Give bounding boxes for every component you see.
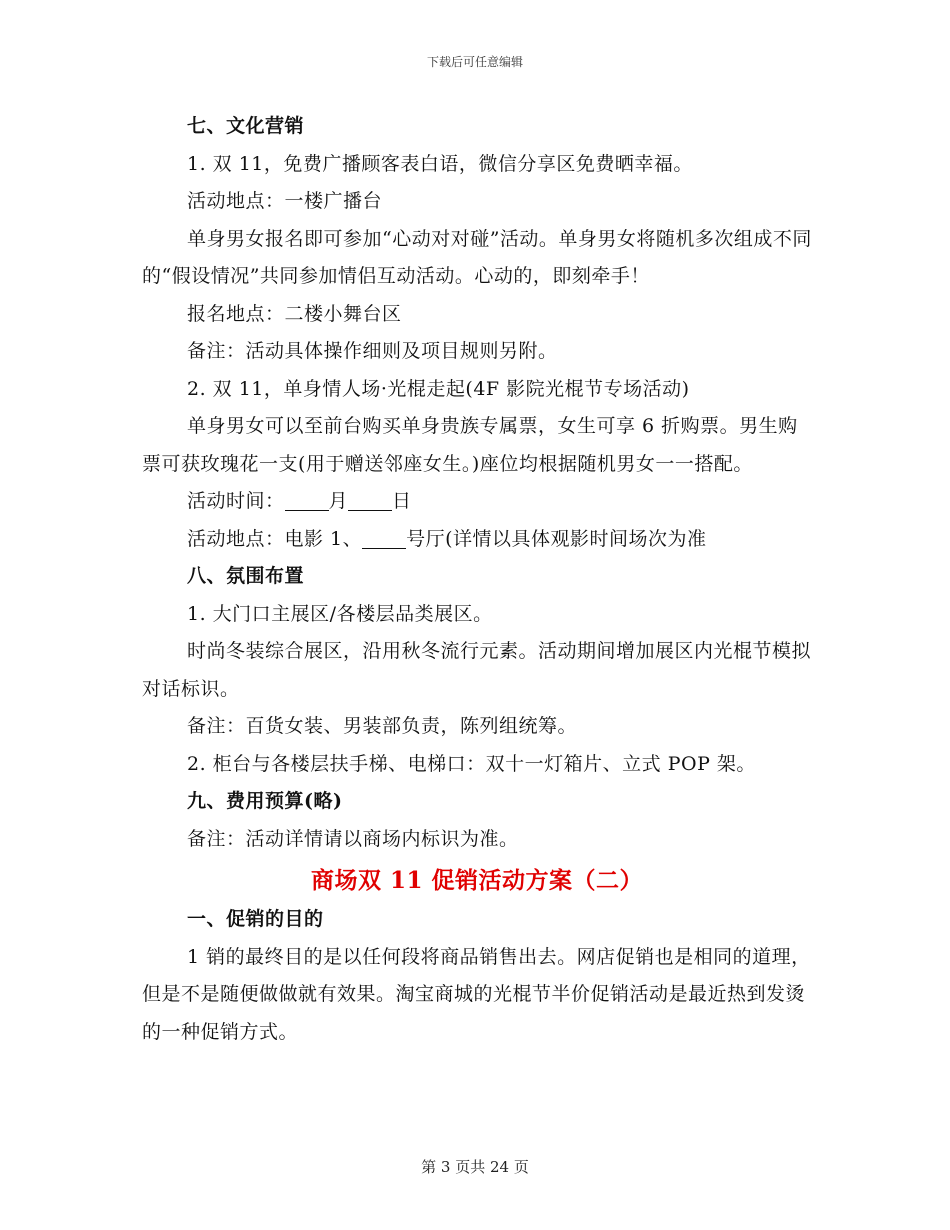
culture-item-1-desc: 单身男女报名即可参加“心动对对碰”活动。单身男女将随机多次组成不同的“假设情况”共同参加情侣互动活动。心动的，即刻牵手！: [142, 227, 812, 287]
atmosphere-item-1-desc: 时尚冬装综合展区，沿用秋冬流行元素。活动期间增加展区内光棍节模拟对话标识。: [142, 640, 812, 700]
culture-item-2-location: [142, 521, 812, 559]
atmosphere-item-2: 2. 柜台与各楼层扶手梯、电梯口：双十一灯箱片、立式 POP 架。: [187, 752, 756, 775]
culture-item-1-note: 备注：活动具体操作细则及项目规则另附。: [187, 340, 558, 362]
section-heading-purpose: 一、促销的目的: [187, 908, 324, 930]
culture-item-1: 1. 双 11，免费广播顾客表白语，微信分享区免费晒幸福。: [187, 152, 693, 175]
atmosphere-item-1: 1. 大门口主展区/各楼层品类展区。: [187, 602, 493, 625]
culture-item-2-time: [142, 483, 812, 521]
atmosphere-item-1-note: 备注：百货女装、男装部负责，陈列组统筹。: [187, 715, 578, 737]
page-header: 下载后可任意编辑: [426, 55, 523, 69]
location-suffix: 号厅(详情以具体观影时间场次为准: [406, 527, 707, 550]
document-body: [142, 108, 812, 1051]
page-footer: 第 3 页共 24 页: [421, 1158, 529, 1176]
month-blank: [285, 488, 329, 511]
culture-item-2: 2. 双 11，单身情人场·光棍走起(4F 影院光棍节专场活动): [187, 377, 690, 400]
culture-item-1-location: 活动地点：一楼广播台: [187, 190, 383, 212]
month-label: 月: [328, 490, 349, 512]
section-heading-culture: 七、文化营销: [187, 115, 305, 137]
culture-item-1-signup: 报名地点：二楼小舞台区: [187, 302, 402, 325]
location-prefix: 活动地点：电影 1、: [187, 527, 363, 550]
section-heading-atmosphere: 八、氛围布置: [187, 565, 305, 587]
culture-item-2-desc: 单身男女可以至前台购买单身贵族专属票，女生可享 6 折购票。男生购票可获玫瑰花一支(用于赠送邻座女生。)座位均根据随机男女一一搭配。: [142, 415, 798, 475]
day-blank: [348, 488, 392, 511]
budget-note: 备注：活动详情请以商场内标识为准。: [187, 827, 519, 850]
day-label: 日: [392, 490, 412, 512]
plan-2-title: 商场双 11 促销活动方案（二）: [310, 867, 644, 894]
purpose-desc: 1 销的最终目的是以任何段将商品销售出去。网店促销也是相同的道理，但是不是随便做做就有效果。淘宝商城的光棍节半价促销活动是最近热到发烫的一种促销方式。: [142, 945, 811, 1043]
section-heading-budget: 九、费用预算(略): [187, 790, 343, 812]
time-label: 活动时间：: [187, 490, 285, 512]
hall-blank: [362, 526, 406, 549]
